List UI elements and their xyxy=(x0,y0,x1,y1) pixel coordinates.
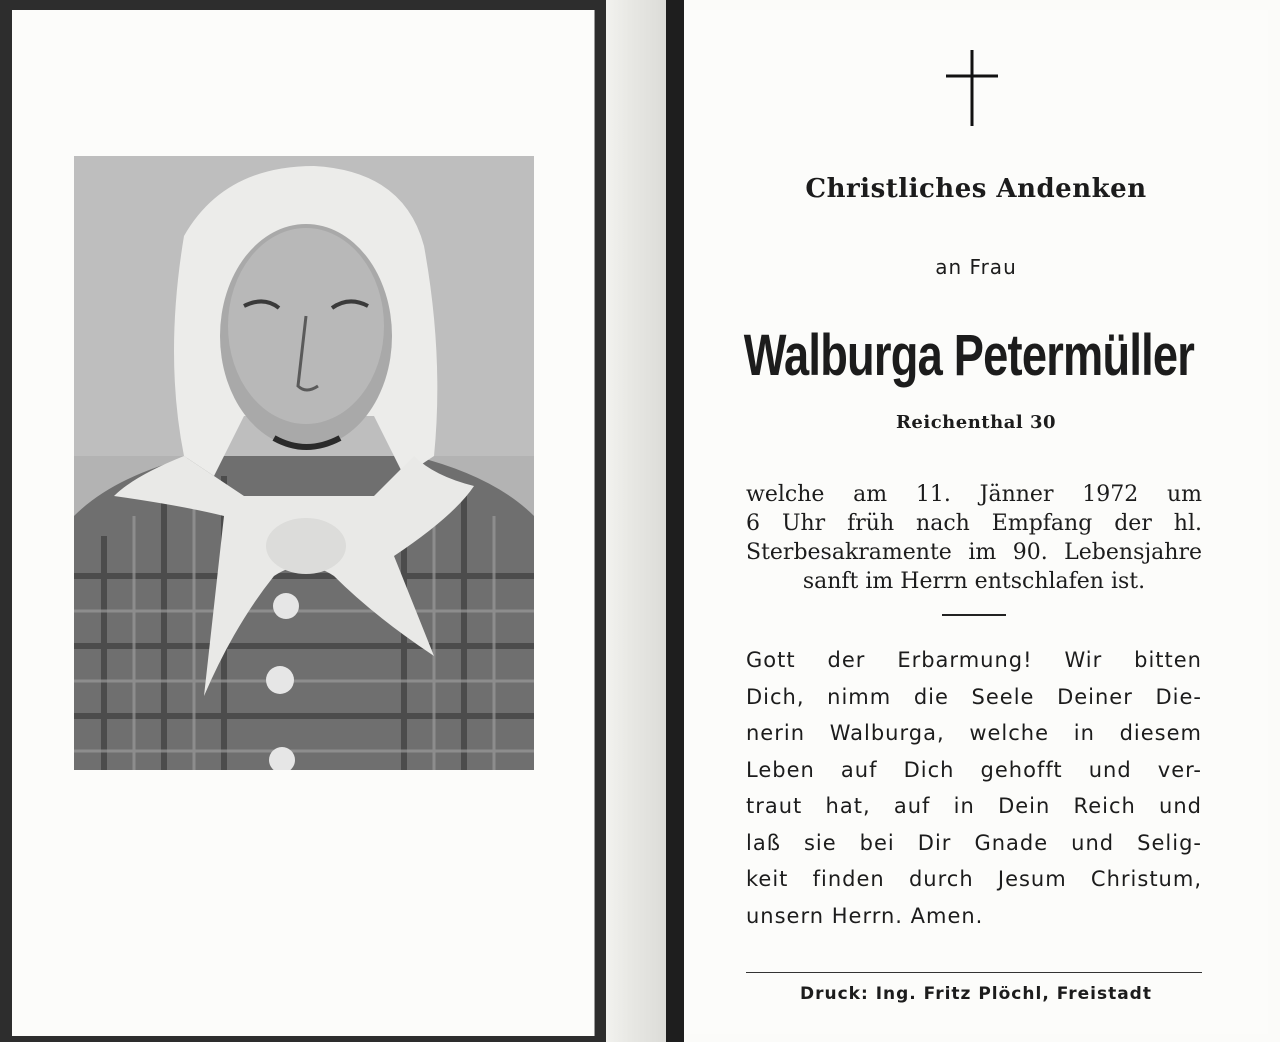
prayer-line: Leben auf Dich gehofft und ver- xyxy=(746,757,1202,782)
prayer xyxy=(746,642,1202,934)
death-notice-line: Sterbesakramente im 90. Lebensjahre xyxy=(746,540,1202,565)
death-notice-line: sanft im Herrn entschlafen ist. xyxy=(802,569,1146,594)
prayer-line: nerin Walburga, welche in diesem xyxy=(746,721,1202,745)
footer-rule xyxy=(746,972,1202,973)
right-card-inner xyxy=(684,10,1268,1034)
portrait-photo xyxy=(74,156,534,770)
left-card-panel xyxy=(12,10,595,1036)
address: Reichenthal 30 xyxy=(895,412,1057,433)
left-page xyxy=(0,0,606,1042)
heading: Christliches Andenken xyxy=(805,174,1147,204)
cross-icon xyxy=(944,48,1000,128)
prayer-line: Gott der Erbarmung! Wir bitten xyxy=(746,648,1202,672)
divider xyxy=(942,614,1006,616)
prayer-line: unsern Herrn. Amen. xyxy=(746,903,984,928)
prayer-line: keit finden durch Jesum Christum, xyxy=(746,867,1202,891)
fold-gap xyxy=(606,0,666,1042)
death-notice-line: 6 Uhr früh nach Empfang der hl. xyxy=(746,511,1202,536)
prayer-line: laß sie bei Dir Gnade und Selig- xyxy=(746,830,1202,855)
printer-credit: Druck: Ing. Fritz Plöchl, Freistadt xyxy=(800,984,1152,1004)
death-notice-line: welche am 11. Jänner 1972 um xyxy=(746,482,1202,507)
right-card-panel xyxy=(666,0,1280,1042)
death-notice xyxy=(746,480,1202,596)
prayer-line: traut hat, auf in Dein Reich und xyxy=(746,794,1202,818)
deceased-name: Walburga Petermüller xyxy=(743,323,1195,388)
prayer-line: Dich, nimm die Seele Deiner Die- xyxy=(746,684,1202,709)
portrait-illustration xyxy=(74,156,534,770)
salutation: an Frau xyxy=(935,255,1017,279)
